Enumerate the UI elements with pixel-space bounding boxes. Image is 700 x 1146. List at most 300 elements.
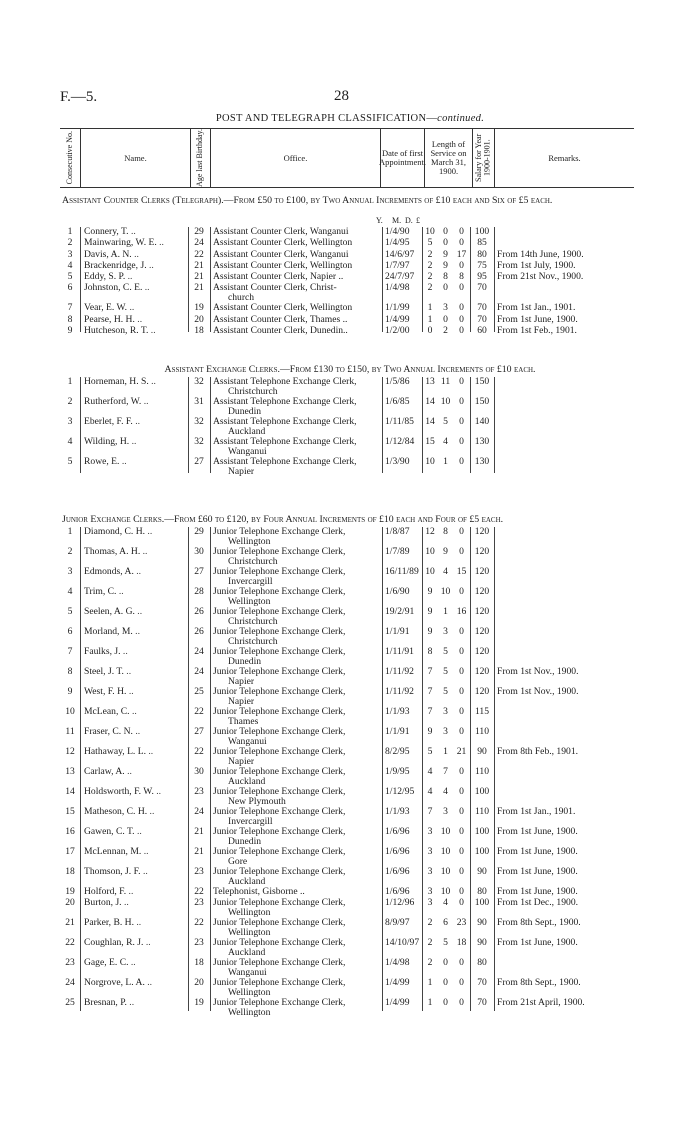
table-row — [60, 867, 634, 887]
appointment-date: 1/9/95 — [385, 767, 410, 777]
office-cell — [210, 261, 382, 272]
office-cell — [210, 847, 382, 867]
service-days: 0 — [459, 397, 464, 407]
name-cell — [80, 315, 188, 326]
appointment-date: 1/11/85 — [385, 417, 414, 427]
office-cell — [210, 887, 382, 898]
appointment-date: 1/4/99 — [385, 998, 410, 1008]
salary-value: 80 — [477, 958, 487, 968]
leader-dots: .. — [120, 647, 128, 657]
office-cell — [210, 647, 382, 667]
office-cell — [210, 938, 382, 958]
remarks-value: From 1st June, 1900. — [497, 887, 578, 897]
row-number: 15 — [65, 807, 75, 817]
office-location: Invercargill — [228, 576, 273, 587]
office-location: Auckland — [228, 947, 266, 958]
rule — [470, 527, 471, 1011]
table-row — [60, 898, 634, 918]
service-days: 0 — [459, 978, 464, 988]
service-days: 0 — [459, 727, 464, 737]
leader-dots: .. — [124, 767, 132, 777]
leader-dots: .. — [141, 847, 149, 857]
office-cell — [210, 747, 382, 767]
appointment-date: 1/1/91 — [385, 727, 410, 737]
leader-dots: .. — [147, 807, 155, 817]
service-months: 5 — [443, 938, 448, 948]
age-value: 23 — [194, 938, 204, 948]
employee-name: Fraser, C. N. — [84, 727, 133, 737]
table-row — [60, 527, 634, 547]
leader-dots: .. — [128, 958, 136, 968]
office-value: Junior Telephone Exchange Clerk, — [213, 567, 346, 577]
header-office: Office. — [210, 129, 380, 187]
salary-value: 70 — [477, 303, 487, 314]
service-days: 0 — [459, 647, 464, 657]
age-value: 19 — [194, 998, 204, 1008]
row-number: 9 — [67, 687, 73, 697]
rule — [422, 377, 423, 473]
office-value: Junior Telephone Exchange Clerk, — [213, 827, 346, 837]
service-days: 0 — [459, 847, 464, 857]
office-location: Wellington — [228, 1007, 271, 1018]
salary-value: 70 — [477, 998, 487, 1008]
leader-dots: .. — [132, 627, 140, 637]
service-years: 2 — [427, 249, 433, 260]
remarks-value — [494, 437, 634, 457]
name-cell — [80, 377, 188, 397]
age-value: 27 — [194, 457, 204, 467]
service-months: 4 — [443, 787, 448, 797]
service-years: 0 — [427, 326, 433, 337]
service-years: 1 — [427, 998, 433, 1008]
salary-value: 120 — [474, 607, 490, 617]
salary-value: 90 — [477, 918, 487, 928]
table-row — [60, 938, 634, 958]
office-cell — [210, 437, 382, 457]
name-cell — [80, 567, 188, 587]
service-months: 1 — [443, 747, 448, 757]
age-value: 32 — [194, 437, 204, 447]
remarks-value — [494, 567, 634, 587]
age-value: 21 — [194, 847, 204, 857]
leader-dots: .. — [148, 377, 156, 387]
office-value: Junior Telephone Exchange Clerk, — [213, 547, 346, 557]
unit-years: Y. — [376, 216, 383, 225]
service-days: 0 — [459, 787, 464, 797]
name-cell — [80, 978, 188, 998]
service-years: 9 — [427, 627, 433, 637]
office-location: Christchurch — [228, 386, 278, 397]
leader-dots: .. — [127, 303, 135, 314]
service-years: 1 — [427, 314, 433, 325]
office-value: Assistant Telephone Exchange Clerk, — [213, 377, 357, 387]
row-number: 13 — [65, 767, 75, 777]
name-cell — [80, 647, 188, 667]
remarks-value — [494, 958, 634, 978]
service-days: 0 — [459, 437, 464, 447]
table-assistant-exchange-clerks — [60, 377, 634, 477]
office-cell — [210, 250, 382, 261]
appointment-date: 1/6/85 — [385, 397, 410, 407]
row-number: 2 — [67, 547, 73, 557]
employee-name: Vear, E. W. — [84, 303, 128, 314]
service-years: 3 — [427, 887, 433, 897]
appointment-date: 1/6/96 — [385, 887, 410, 897]
service-days: 0 — [459, 827, 464, 837]
service-years: 8 — [427, 647, 433, 657]
row-number: 22 — [65, 938, 75, 948]
salary-value: 70 — [477, 978, 487, 988]
service-years: 4 — [427, 787, 433, 797]
salary-value: 130 — [474, 457, 490, 467]
rule — [80, 377, 81, 473]
table-assistant-counter-clerks — [60, 227, 634, 337]
leader-dots: .. — [133, 918, 142, 928]
rule — [470, 227, 471, 332]
rule — [422, 527, 423, 1011]
service-months: 9 — [443, 249, 448, 260]
office-value: Junior Telephone Exchange Clerk, — [213, 787, 346, 797]
remarks-value: From 1st June, 1900. — [497, 938, 578, 948]
appointment-date: 1/11/92 — [385, 667, 414, 677]
section-junior-exchange-clerks-heading: Junior Exchange Clerks.—From £60 to £120, by Four Annual Increments of £10 each and Four of £5 each. — [62, 514, 504, 525]
salary-value: 120 — [474, 627, 490, 637]
name-cell — [80, 250, 188, 261]
age-value: 23 — [194, 867, 204, 877]
employee-name: Brackenridge, J. — [84, 260, 147, 271]
office-cell — [210, 867, 382, 887]
column-header-row — [60, 128, 634, 188]
salary-value: 100 — [474, 898, 490, 908]
table-row — [60, 767, 634, 787]
table-row — [60, 978, 634, 998]
remarks-value: From 1st Jan., 1901. — [497, 303, 576, 314]
service-months: 0 — [443, 314, 448, 325]
service-years: 2 — [427, 938, 433, 948]
office-cell — [210, 827, 382, 847]
leader-dots: .. — [148, 326, 156, 337]
office-location: Wellington — [228, 596, 271, 607]
service-years: 2 — [427, 283, 433, 294]
service-days: 0 — [459, 887, 464, 897]
service-years: 5 — [427, 747, 433, 757]
service-days: 0 — [459, 417, 464, 427]
name-cell — [80, 417, 188, 437]
row-number: 1 — [67, 527, 73, 537]
appointment-date: 1/4/90 — [385, 227, 410, 237]
office-cell — [210, 238, 382, 249]
name-cell — [80, 326, 188, 337]
remarks-value: From 1st June, 1900. — [497, 314, 578, 325]
name-cell — [80, 898, 188, 918]
table-row — [60, 958, 634, 978]
service-days: 8 — [459, 272, 464, 283]
office-cell — [210, 567, 382, 587]
rule — [210, 377, 211, 473]
row-number: 24 — [65, 978, 75, 988]
row-number: 20 — [65, 898, 75, 908]
salary-value: 70 — [477, 283, 487, 294]
service-months: 5 — [443, 647, 448, 657]
rule — [188, 527, 189, 1011]
appointment-date: 1/1/93 — [385, 807, 410, 817]
service-days: 0 — [459, 807, 464, 817]
age-value: 24 — [194, 647, 204, 657]
office-value: Junior Telephone Exchange Clerk, — [213, 918, 346, 928]
rule — [494, 227, 495, 332]
office-cell — [210, 587, 382, 607]
service-days: 0 — [459, 238, 464, 249]
age-value: 29 — [194, 227, 204, 237]
office-cell — [210, 787, 382, 807]
office-cell — [210, 898, 382, 918]
age-value: 30 — [194, 547, 204, 557]
service-months: 9 — [443, 547, 448, 557]
row-number: 3 — [67, 249, 73, 260]
row-number: 2 — [67, 238, 73, 249]
leader-dots: .. — [129, 437, 137, 447]
leader-dots: .. — [126, 687, 134, 697]
remarks-value: From 1st Nov., 1900. — [497, 667, 579, 677]
service-months: 4 — [443, 567, 448, 577]
service-years: 10 — [425, 227, 435, 237]
office-value: Junior Telephone Exchange Clerk, — [213, 627, 346, 637]
rule — [494, 527, 495, 1011]
row-number: 5 — [67, 457, 73, 467]
appointment-date: 1/7/97 — [385, 260, 410, 271]
office-cell — [210, 417, 382, 437]
office-location: Wanganui — [228, 446, 267, 457]
age-value: 22 — [194, 747, 204, 757]
table-row — [60, 998, 634, 1018]
row-number: 5 — [67, 272, 73, 283]
office-location: church — [228, 292, 255, 304]
table-row — [60, 727, 634, 747]
remarks-value — [494, 707, 634, 727]
leader-dots: .. — [133, 567, 142, 577]
service-days: 0 — [459, 377, 464, 387]
appointment-date: 1/8/87 — [385, 527, 410, 537]
title-main: POST AND TELEGRAPH CLASSIFICATION— — [215, 113, 438, 124]
salary-value: 60 — [477, 326, 487, 337]
rule — [382, 227, 383, 332]
row-number: 12 — [65, 747, 75, 757]
office-value: Junior Telephone Exchange Clerk, — [213, 978, 346, 988]
employee-name: Bresnan, P. — [84, 998, 127, 1008]
name-cell — [80, 587, 188, 607]
service-months: 3 — [443, 707, 448, 717]
salary-value: 115 — [474, 707, 490, 717]
row-number: 8 — [67, 667, 73, 677]
appointment-date: 1/6/90 — [385, 587, 410, 597]
employee-name: McLennan, M. — [84, 847, 142, 857]
remarks-value — [494, 238, 634, 249]
age-value: 23 — [194, 898, 204, 908]
service-years: 4 — [427, 767, 433, 777]
name-cell — [80, 918, 188, 938]
service-months: 6 — [443, 918, 448, 928]
leader-dots: .. — [129, 707, 137, 717]
salary-value: 120 — [474, 567, 490, 577]
leader-dots: .. — [116, 587, 124, 597]
employee-name: Eberlet, F. F. — [84, 417, 133, 427]
table-row — [60, 283, 634, 303]
office-value: Junior Telephone Exchange Clerk, — [213, 647, 346, 657]
salary-value: 120 — [474, 547, 490, 557]
section-assistant-exchange-clerks-heading: Assistant Exchange Clerks.—From £130 to £150, by Two Annual Increments of £10 each. — [164, 364, 536, 375]
office-location: Christchurch — [228, 616, 278, 627]
header-service: Length of Service on March 31, 1900. — [424, 129, 472, 187]
table-row — [60, 377, 634, 397]
service-months: 3 — [443, 303, 448, 314]
office-cell — [210, 283, 382, 303]
table-row — [60, 827, 634, 847]
age-value: 32 — [194, 417, 204, 427]
age-value: 24 — [194, 667, 204, 677]
office-value: Junior Telephone Exchange Clerk, — [213, 587, 346, 597]
office-location: Christchurch — [228, 636, 278, 647]
office-location: Wellington — [228, 907, 271, 918]
office-cell — [210, 547, 382, 567]
rule — [382, 527, 383, 1011]
office-cell — [210, 627, 382, 647]
header-age: Age last Birthday. — [195, 129, 205, 187]
salary-value: 80 — [477, 887, 487, 897]
service-days: 0 — [459, 326, 464, 337]
remarks-value — [494, 727, 634, 747]
office-location: Dunedin — [228, 656, 262, 667]
service-years: 10 — [425, 457, 435, 467]
leader-dots: .. — [140, 547, 148, 557]
appointment-date: 1/6/96 — [385, 847, 410, 857]
age-value: 20 — [194, 978, 204, 988]
office-location: Wanganui — [228, 967, 267, 978]
service-years: 13 — [425, 377, 435, 387]
remarks-value — [494, 587, 634, 607]
remarks-value: From 1st June, 1900. — [497, 827, 578, 837]
service-years: 3 — [427, 827, 433, 837]
table-row — [60, 250, 634, 261]
service-days: 0 — [459, 303, 464, 314]
employee-name: Carlaw, A. — [84, 767, 125, 777]
appointment-date: 16/11/89 — [385, 567, 419, 577]
table-row — [60, 272, 634, 283]
rule — [80, 227, 81, 332]
row-number: 7 — [67, 303, 73, 314]
row-number: 6 — [67, 627, 73, 637]
remarks-value — [494, 627, 634, 647]
name-cell — [80, 238, 188, 249]
service-years: 9 — [427, 727, 433, 737]
age-value: 21 — [194, 283, 204, 294]
office-value: Junior Telephone Exchange Clerk, — [213, 767, 346, 777]
service-days: 0 — [459, 958, 464, 968]
office-value: Junior Telephone Exchange Clerk, — [213, 958, 346, 968]
row-number: 23 — [65, 958, 75, 968]
appointment-date: 14/6/97 — [385, 249, 415, 260]
office-location: Wellington — [228, 987, 271, 998]
employee-name: McLean, C. — [84, 707, 130, 717]
remarks-value: From 1st June, 1900. — [497, 847, 578, 857]
employee-name: West, F. H. — [84, 687, 127, 697]
service-months: 0 — [443, 227, 448, 237]
office-location: New Plymouth — [228, 796, 286, 807]
leader-dots: .. — [153, 787, 162, 797]
appointment-date: 24/7/97 — [385, 272, 415, 283]
service-months: 0 — [443, 238, 448, 249]
service-years: 2 — [427, 272, 433, 283]
service-months: 10 — [440, 887, 451, 897]
office-cell — [210, 227, 382, 238]
service-months: 0 — [443, 998, 448, 1008]
office-cell — [210, 397, 382, 417]
employee-name: Hutcheson, R. T. — [84, 326, 149, 337]
table-row — [60, 667, 634, 687]
leader-dots: .. — [134, 827, 142, 837]
service-months: 4 — [443, 898, 448, 908]
rule — [188, 377, 189, 473]
office-value: Assistant Telephone Exchange Clerk, — [213, 437, 357, 447]
age-value: 27 — [194, 727, 204, 737]
service-months: 0 — [443, 283, 448, 294]
office-value: Assistant Counter Clerk, Wellington — [213, 260, 353, 271]
rule — [494, 377, 495, 473]
employee-name: Rowe, E. — [84, 457, 120, 467]
service-days: 0 — [459, 587, 464, 597]
service-days: 0 — [459, 457, 464, 467]
service-years: 7 — [427, 667, 433, 677]
salary-value: 90 — [477, 747, 487, 757]
name-cell — [80, 767, 188, 787]
employee-name: Burton, J. — [84, 898, 122, 908]
office-location: Christchurch — [228, 556, 278, 567]
employee-name: Coughlan, R. J. — [84, 938, 144, 948]
age-value: 19 — [194, 303, 204, 314]
appointment-date: 1/2/00 — [385, 326, 410, 337]
header-date: Date of first Appointment. — [380, 129, 424, 187]
service-years: 10 — [425, 567, 435, 577]
leader-dots: .. — [126, 887, 134, 897]
service-months: 10 — [440, 397, 451, 407]
office-value: Assistant Telephone Exchange Clerk, — [213, 397, 357, 407]
row-number: 19 — [65, 887, 75, 897]
office-value: Assistant Counter Clerk, Wanganui — [213, 227, 349, 237]
appointment-date: 1/1/91 — [385, 627, 410, 637]
employee-name: Steel, J. T. — [84, 667, 124, 677]
service-days: 0 — [459, 667, 464, 677]
service-days: 0 — [459, 227, 464, 237]
office-value: Junior Telephone Exchange Clerk, — [213, 807, 346, 817]
appointment-date: 1/4/98 — [385, 958, 410, 968]
office-cell — [210, 958, 382, 978]
service-months: 9 — [443, 260, 448, 271]
remarks-value: From 1st July, 1900. — [497, 260, 576, 271]
name-cell — [80, 727, 188, 747]
employee-name: Davis, A. N. — [84, 249, 132, 260]
employee-name: Trim, C. — [84, 587, 117, 597]
employee-name: Thomson, J. F. — [84, 867, 141, 877]
salary-value: 110 — [474, 727, 490, 737]
service-years: 1 — [427, 978, 433, 988]
office-value: Junior Telephone Exchange Clerk, — [213, 847, 346, 857]
service-years: 2 — [427, 918, 433, 928]
remarks-value — [494, 547, 634, 567]
rule — [210, 227, 211, 332]
service-years: 3 — [427, 867, 433, 877]
table-row — [60, 747, 634, 767]
service-days: 18 — [456, 938, 467, 948]
remarks-value — [494, 397, 634, 417]
